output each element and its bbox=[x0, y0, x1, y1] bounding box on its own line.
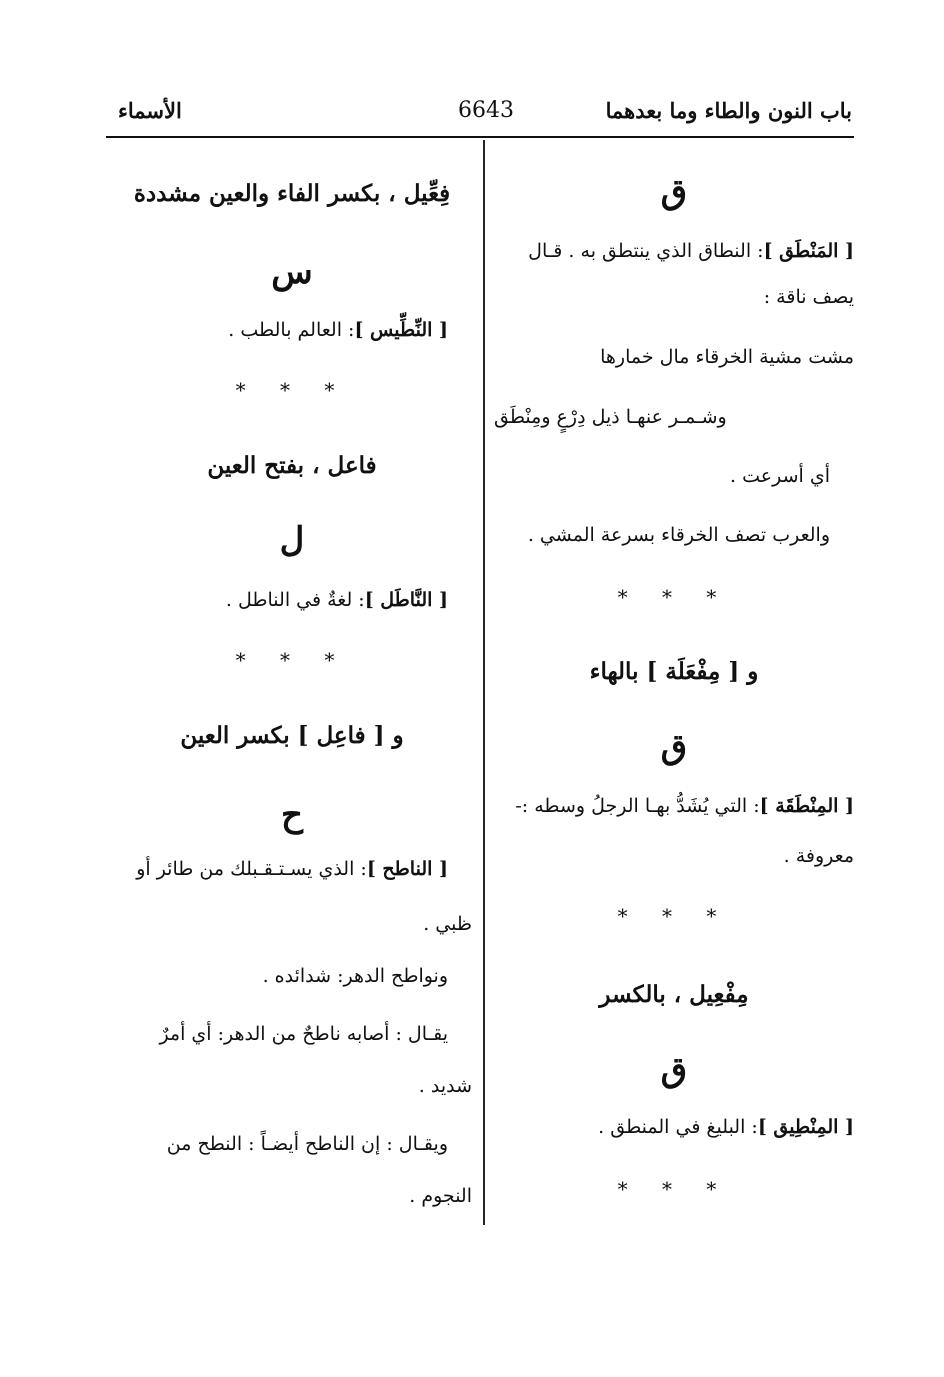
letter-heading: ح bbox=[281, 795, 303, 835]
text-continuation: النجوم . bbox=[409, 1185, 472, 1207]
entry-line bbox=[494, 1113, 854, 1141]
entry-line bbox=[494, 237, 854, 265]
entry-definition: : التي يُشَدُّ بهـا الرجلُ وسطه :- bbox=[515, 795, 760, 817]
section-heading: فِعِّيل ، بكسر الفاء والعين مشددة bbox=[133, 180, 451, 207]
letter-heading: ق bbox=[660, 172, 688, 212]
entry-line bbox=[494, 792, 854, 820]
page-number: 6643 bbox=[458, 98, 514, 123]
separator-stars: * * * bbox=[235, 378, 349, 402]
entry-definition: : البليغ في المنطق . bbox=[598, 1116, 758, 1138]
header-rule bbox=[106, 136, 854, 138]
separator-stars: * * * bbox=[617, 585, 731, 609]
entry-definition: : لغةٌ في الناطل . bbox=[225, 589, 365, 611]
entry-definition: : الذي يسـتـقـبلك من طائر أو bbox=[136, 858, 367, 880]
section-heading: مِفْعِيل ، بالكسر bbox=[599, 981, 749, 1008]
text-line: ونواطح الدهر: شدائده . bbox=[262, 965, 448, 987]
letter-heading: ق bbox=[660, 727, 688, 767]
entry-term: [ المَنْطَق ] bbox=[763, 240, 854, 262]
entry-term: [ المِنْطِيق ] bbox=[757, 1116, 854, 1138]
separator-stars: * * * bbox=[235, 648, 349, 672]
text-line: يقـال : أصابه ناطحٌ من الدهر: أي أمرٌ bbox=[159, 1023, 448, 1045]
letter-heading: س bbox=[271, 252, 313, 292]
section-heading: و [ مِفْعَلَة ] بالهاء bbox=[589, 658, 759, 685]
section-title: الأسماء bbox=[118, 98, 182, 123]
text-line: أي أسرعت . bbox=[730, 465, 830, 487]
page-header bbox=[0, 96, 944, 136]
entry-line bbox=[112, 586, 472, 614]
section-heading: فاعل ، بفتح العين bbox=[207, 452, 377, 479]
text-line: والعرب تصف الخرقاء بسرعة المشي . bbox=[527, 524, 830, 546]
entry-term: [ الناطح ] bbox=[366, 858, 448, 880]
verse-line: مشت مشية الخرقاء مال خمارها bbox=[600, 346, 854, 368]
entry-continuation: ظبي . bbox=[423, 913, 472, 935]
entry-term: [ النَّاطَل ] bbox=[364, 589, 448, 611]
verse-line: وشـمـر عنهـا ذيل دِرْعٍ ومِنْطَق bbox=[494, 406, 727, 428]
separator-stars: * * * bbox=[617, 904, 731, 928]
entry-line bbox=[112, 855, 472, 883]
entry-term: [ النِّطِّيس ] bbox=[354, 319, 448, 341]
column-divider bbox=[483, 140, 485, 1225]
section-heading: و [ فاعِل ] بكسر العين bbox=[180, 722, 404, 749]
entry-continuation: معروفة . bbox=[783, 845, 854, 867]
entry-continuation: يصف ناقة : bbox=[763, 286, 854, 308]
entry-definition: : النطاق الذي ينتطق به . قـال bbox=[528, 240, 764, 262]
separator-stars: * * * bbox=[617, 1177, 731, 1201]
text-line: ويقـال : إن الناطح أيضـاً : النطح من bbox=[166, 1133, 448, 1155]
letter-heading: ق bbox=[660, 1050, 688, 1090]
chapter-title: باب النون والطاء وما بعدهما bbox=[605, 98, 852, 123]
entry-term: [ المِنْطَقَة ] bbox=[759, 795, 854, 817]
letter-heading: ل bbox=[279, 520, 305, 560]
entry-line bbox=[112, 316, 472, 344]
entry-definition: : العالم بالطب . bbox=[228, 319, 355, 341]
text-continuation: شديد . bbox=[418, 1075, 472, 1097]
